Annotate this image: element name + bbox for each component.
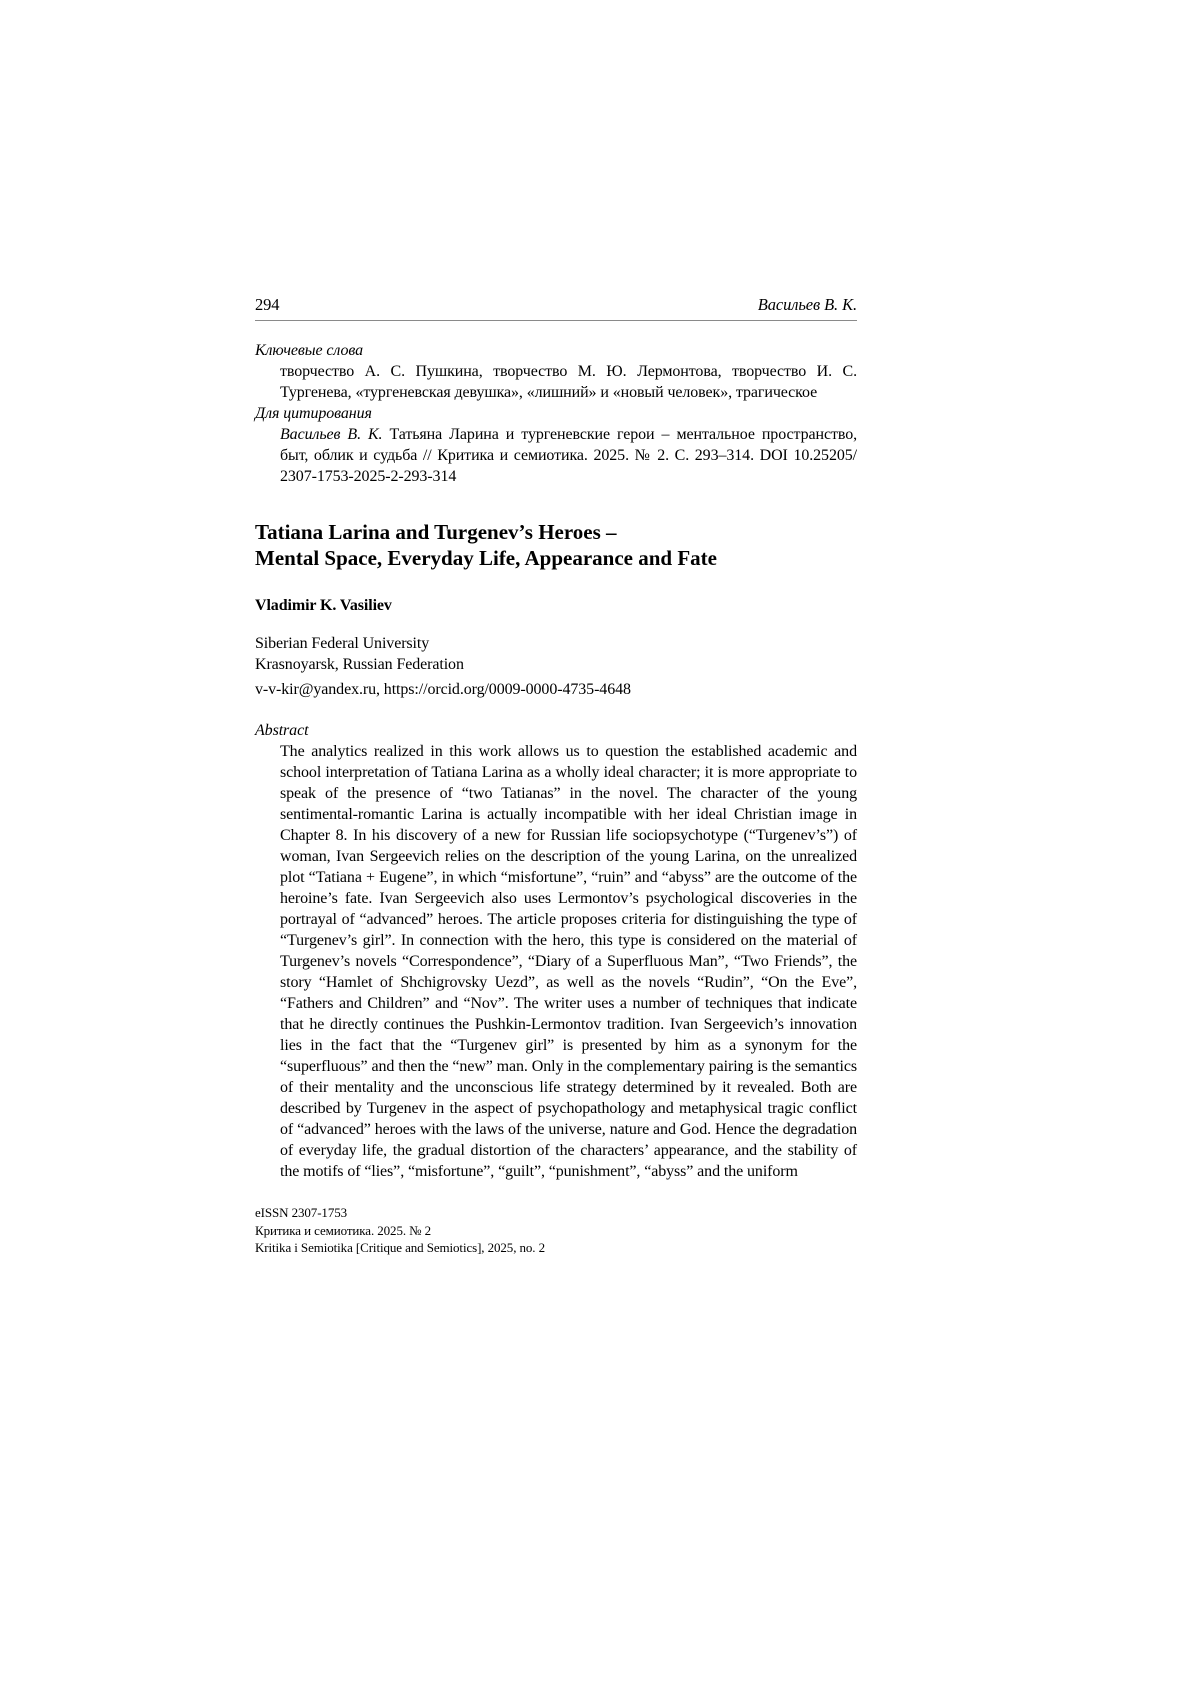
citation-body: Татьяна Ларина и тургеневские герои – ментальное пространство, быт, облик и судьба // Критика и семиотика. 2025. № 2. С. 293–314. DOI 10.25205/ 2307-1753-2025-2-293-314	[280, 426, 857, 485]
footer-journal-en: Kritika i Semiotika [Critique and Semiotics], 2025, no. 2	[255, 1240, 546, 1255]
abstract-section	[255, 720, 857, 1182]
keywords-section	[255, 340, 857, 403]
abstract-text: The analytics realized in this work allows us to question the established academic and school interpretation of Tatiana Larina as a wholly ideal character; it is more appropriate to speak of the presence of “two Tatianas” in the novel. The character of the young sentimental-romantic Larina is actually incompatible with her ideal Christian image in Chapter 8. In his discovery of a new for Russian life sociopsychotype (“Turgenev’s”) of woman, Ivan Sergeevich relies on the description of the young Larina, on the unrealized plot “Tatiana + Eugene”, in which “misfortune”, “ruin” and “abyss” are the outcome of the heroine’s fate. Ivan Sergeevich also uses Lermontov’s psychological discoveries in the portrayal of “advanced” heroes. The article proposes criteria for distinguishing the type of “Turgenev’s girl”. In connection with the hero, this type is considered on the material of Turgenev’s novels “Correspondence”, “Diary of a Superfluous Man”, “Two Friends”, the story “Hamlet of Shchigrovsky Uezd”, as well as the novels “Rudin”, “On the Eve”, “Fathers and Children” and “Nov”. The writer uses a number of techniques that indicate that he directly continues the Pushkin-Lermontov tradition. Ivan Sergeevich’s innovation lies in the fact that the “Turgenev girl” is presented by him as a synonym for the “superfluous” and then the “new” man. Only in the complementary pairing is the semantics of their mentality and the unconscious life strategy determined by it revealed. Both are described by Turgenev in the aspect of psychopathology and metaphysical tragic conflict of “advanced” heroes with the laws of the universe, nature and God. Hence the degradation of everyday life, the gradual distortion of the characters’ appearance, and the stability of the motifs of “lies”, “misfortune”, “guilt”, “punishment”, “abyss” and the uniform	[280, 743, 857, 1180]
citation-text	[280, 424, 857, 487]
contact-line: v-v-kir@yandex.ru, https://orcid.org/0009-0000-4735-4648	[255, 681, 631, 698]
article-title-line2: Mental Space, Everyday Life, Appearance and Fate	[255, 546, 717, 570]
citation-author: Васильев В. К.	[280, 426, 383, 443]
article-title	[255, 519, 857, 571]
author-name: Vladimir K. Vasiliev	[255, 597, 392, 614]
running-head	[255, 294, 857, 321]
abstract-label: Abstract	[255, 722, 309, 739]
citation-section	[255, 403, 857, 487]
page-sheet	[255, 294, 857, 1182]
footer-journal-ru: Критика и семиотика. 2025. № 2	[255, 1222, 432, 1238]
article-title-line1: Tatiana Larina and Turgenev’s Heroes –	[255, 520, 617, 544]
journal-footer	[255, 1204, 857, 1257]
running-head-author: Васильев В. К.	[757, 295, 857, 314]
footer-eissn: eISSN 2307-1753	[255, 1205, 348, 1220]
affiliation-city: Krasnoyarsk, Russian Federation	[255, 656, 464, 673]
page-number: 294	[255, 295, 280, 314]
affiliation-university: Siberian Federal University	[255, 635, 430, 652]
keywords-label: Ключевые слова	[255, 342, 363, 359]
keywords-text: творчество А. С. Пушкина, творчество М. Ю. Лермонтова, творчество И. С. Тургенева, «тургеневская девушка», «лишний» и «новый человек», трагическое	[280, 363, 857, 401]
affiliation-block	[255, 633, 857, 675]
citation-label: Для цитирования	[255, 405, 372, 422]
